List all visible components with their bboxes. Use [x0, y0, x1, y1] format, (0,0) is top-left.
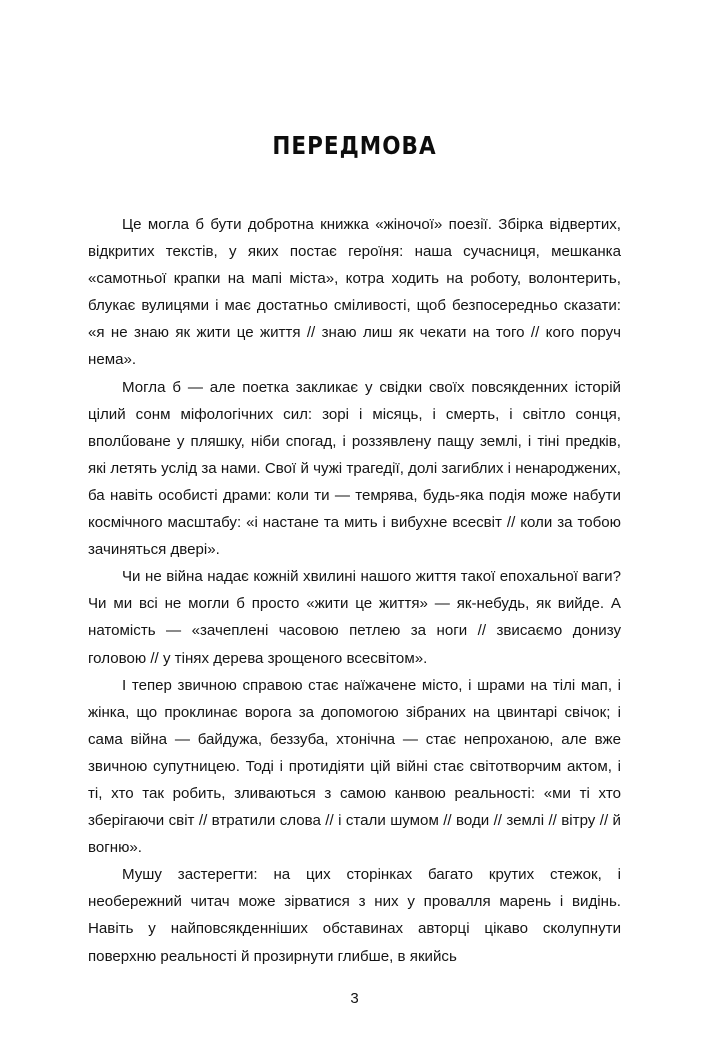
- paragraph: Це могла б бути добротна книжка «жіночої» поезії. Збірка відвертих, відкритих текстів, у яких постає героїня: наша сучасниця, мешканка «самотньої крапки на мапі міста», котра ходить на роботу, волонтерить, блукає вулицями і має достатньо сміливості, щоб безпосередньо сказати: «я не знаю як жити це життя // знаю лиш як чекати на того // кого поруч нема».: [88, 216, 621, 369]
- paragraph: І тепер звичною справою стає наїжачене місто, і шрами на тілі мап, і жінка, що проклинає ворога за допомогою зібраних на цвинтарі свічок; і сама війна — байдужа, беззуба, хтонічна — стає непроханою, але вже звичною супутницею. Тоді і протидіяти цій війні стає світотворчим актом, і ті, хто так робить, зливаються з самою канвою реальності: «ми ті хто зберігаючи світ // втратили слова // і стали шумом // води // землі // вітру // й вогню».: [88, 676, 621, 857]
- paragraph: Могла б — але поетка закликає у свідки своїх повсякденних історій цілий сонм міфологічних сил: зорі і місяць, і смерть, і світло сонця, вполűоване у пляшку, ніби спогад, і роззявлену пащу землі, і тіні предків, які летять услід за нами. Свої й чужі трагедії, долі загиблих і ненароджених, ба навіть особисті драми: коли ти — темрява, будь-яка подія може набути космічного масштабу: «і настане та мить і вибухне всесвіт // коли за тобою зачиняться двері».: [88, 378, 621, 559]
- chapter-title: ПЕРЕДМОВА: [272, 131, 437, 160]
- paragraph: Чи не війна надає кожній хвилині нашого життя такої епохальної ваги? Чи ми всі не могли б просто «жити це життя» — як-небудь, як вийде. А натомість — «зачеплені часовою петлею за ноги // звисаємо донизу головою // у тінях дерева зрощеного всесвітом».: [88, 568, 621, 667]
- page-number: 3: [350, 990, 359, 1007]
- paragraph: Мушу застерегти: на цих сторінках багато крутих стежок, і необережний читач може зірватися з них у провалля марень і видінь. Навіть у найповсякденніших обставинах авторці цікаво сколупнути поверхню реальності й прозирнути глибше, в якийсь: [88, 866, 621, 965]
- body-text: [0, 158, 709, 970]
